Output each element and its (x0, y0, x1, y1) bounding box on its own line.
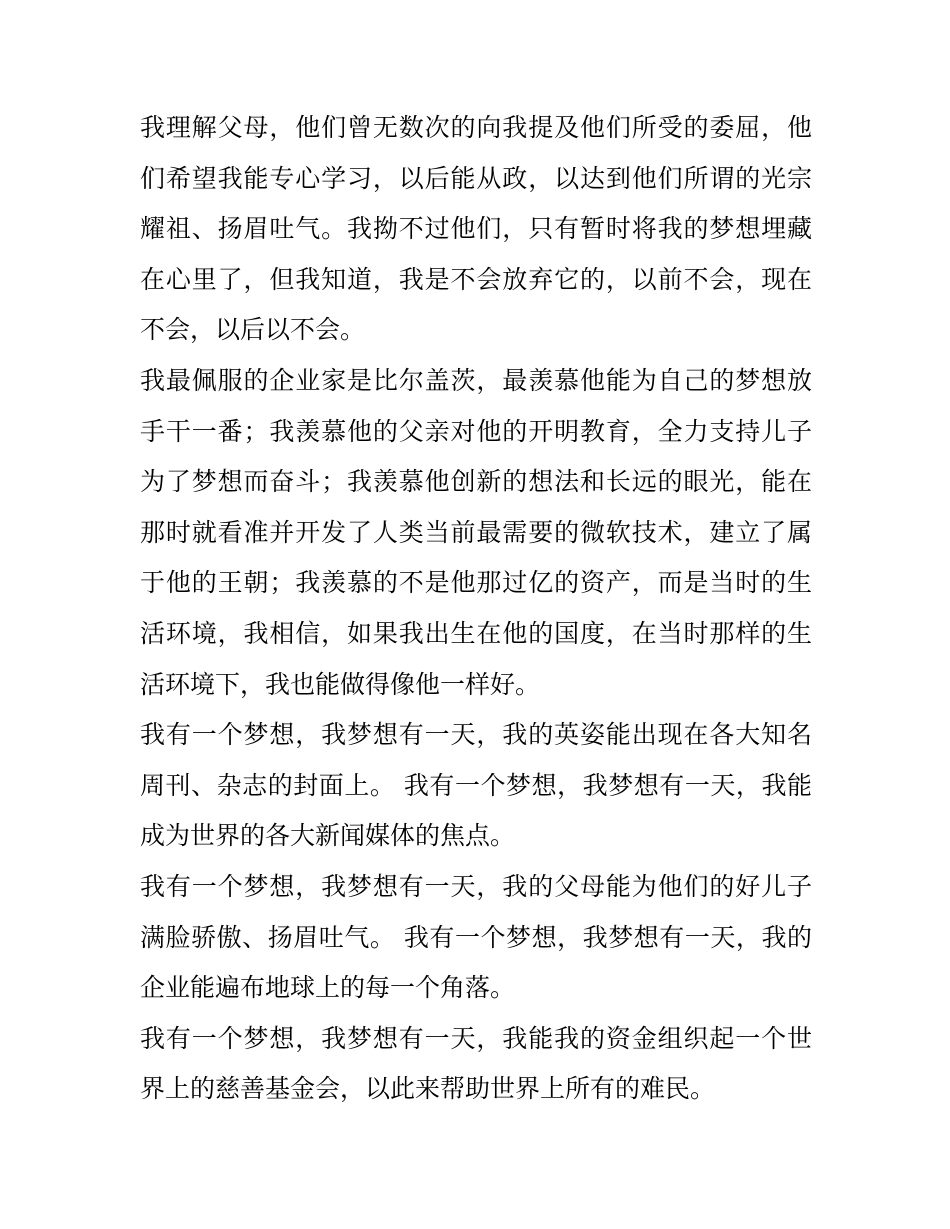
paragraph-4: 我有一个梦想，我梦想有一天，我的父母能为他们的好儿子满脸骄傲、扬眉吐气。 我有一个梦想，我梦想有一天，我的企业能遍布地球上的每一个角落。 (140, 871, 812, 1003)
document-body (140, 103, 812, 1115)
paragraph-2: 我最佩服的企业家是比尔盖茨，最羡慕他能为自己的梦想放手干一番；我羡慕他的父亲对他的开明教育，全力支持儿子为了梦想而奋斗；我羡慕他创新的想法和长远的眼光，能在那时就看准并开发了人类当前最需要的微软技术，建立了属于他的王朝；我羡慕的不是他那过亿的资产，而是当时的生活环境，我相信，如果我出生在他的国度，在当时那样的生活环境下，我也能做得像他一样好。 (140, 365, 812, 699)
paragraph-5: 我有一个梦想，我梦想有一天，我能我的资金组织起一个世界上的慈善基金会，以此来帮助世界上所有的难民。 (140, 1023, 812, 1104)
paragraph-1: 我理解父母，他们曾无数次的向我提及他们所受的委屈，他们希望我能专心学习，以后能从政，以达到他们所谓的光宗耀祖、扬眉吐气。我拗不过他们，只有暂时将我的梦想埋藏在心里了，但我知道，我是不会放弃它的，以前不会，现在不会，以后以不会。 (140, 113, 812, 345)
paragraph-3: 我有一个梦想，我梦想有一天，我的英姿能出现在各大知名周刊、杂志的封面上。 我有一个梦想，我梦想有一天，我能成为世界的各大新闻媒体的焦点。 (140, 720, 812, 851)
